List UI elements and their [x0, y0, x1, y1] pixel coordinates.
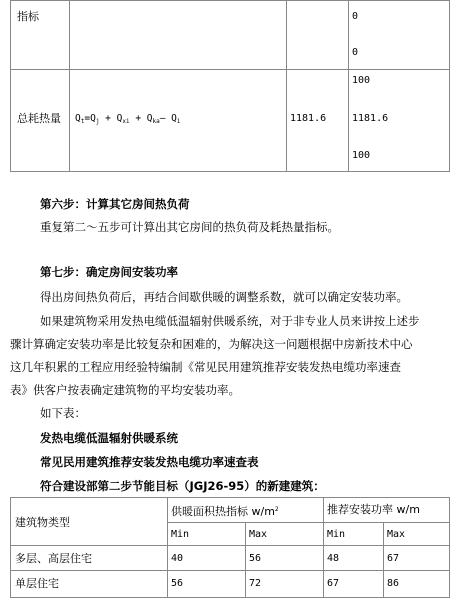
- row-single-type: 单层住宅: [15, 577, 59, 590]
- row2-value-1: 100: [352, 75, 371, 86]
- col-building-type: 建筑物类型: [15, 516, 70, 529]
- power-min-header: Min: [327, 529, 346, 540]
- heat-load-table: [10, 0, 450, 172]
- row-multistory-heat-max: 56: [249, 553, 262, 564]
- step6-heading: 第六步：计算其它房间热负荷: [40, 197, 190, 211]
- row-single-power-max: 86: [387, 578, 400, 589]
- total-heat-value: 1181.6: [290, 113, 327, 124]
- step7-paragraph-2-line-4: 表》供客户按表确定建筑物的平均安装功率。: [10, 383, 240, 397]
- step7-paragraph-2-line-2: 骤计算确定安装功率是比较复杂和困难的，为解决这一问题根据中房新技术中心: [10, 337, 413, 351]
- power-max-header: Max: [387, 529, 406, 540]
- table-title-system: 发热电缆低温辐射供暖系统: [40, 431, 178, 445]
- step7-paragraph-3: 如下表：: [40, 406, 86, 420]
- col-install-power: 推荐安装功率 w/m: [327, 503, 420, 516]
- power-lookup-table: [10, 497, 450, 598]
- heat-max-header: Max: [249, 529, 268, 540]
- step7-paragraph-2-line-3: 这几年积累的工程应用经验特编制《常见民用建筑推荐安装发热电缆功率速查: [10, 360, 401, 374]
- table-title-lookup: 常见民用建筑推荐安装发热电缆功率速查表: [40, 455, 259, 469]
- row1-value-2: 0: [352, 47, 359, 58]
- row-single-heat-min: 56: [171, 578, 184, 589]
- row-multistory-type: 多层、高层住宅: [15, 552, 92, 565]
- row1-value-1: 0: [352, 11, 359, 22]
- total-heat-formula: $Q_t=Q_j + Q_{xi} + Q_{ka}-$ $Q_i$: [75, 113, 181, 125]
- row-multistory-heat-min: 40: [171, 553, 184, 564]
- row-label-total-heat: 总耗热量: [17, 112, 61, 125]
- row-single-power-min: 67: [327, 578, 340, 589]
- row2-value-3: 100: [352, 150, 371, 161]
- row-label-indicator: 指标: [17, 10, 39, 23]
- col-heat-index: 供暖面积热指标 $w/m^2$: [171, 505, 279, 518]
- row-multistory-power-min: 48: [327, 553, 340, 564]
- step6-text: 重复第二～五步可计算出其它房间的热负荷及耗热量指标。: [40, 220, 339, 234]
- row2-value-2: 1181.6: [352, 113, 389, 124]
- row-multistory-power-max: 67: [387, 553, 400, 564]
- step7-paragraph-2-line-1: 如果建筑物采用发热电缆低温辐射供暖系统，对于非专业人员来讲按上述步: [40, 314, 420, 328]
- row-single-heat-max: 72: [249, 578, 262, 589]
- heat-min-header: Min: [171, 529, 190, 540]
- step7-paragraph-1: 得出房间热负荷后，再结合间歇供暖的调整系数，就可以确定安装功率。: [40, 290, 408, 304]
- table-title-standard: 符合建设部第二步节能目标（JGJ26-95）的新建建筑：: [40, 479, 325, 493]
- step7-heading: 第七步：确定房间安装功率: [40, 265, 178, 279]
